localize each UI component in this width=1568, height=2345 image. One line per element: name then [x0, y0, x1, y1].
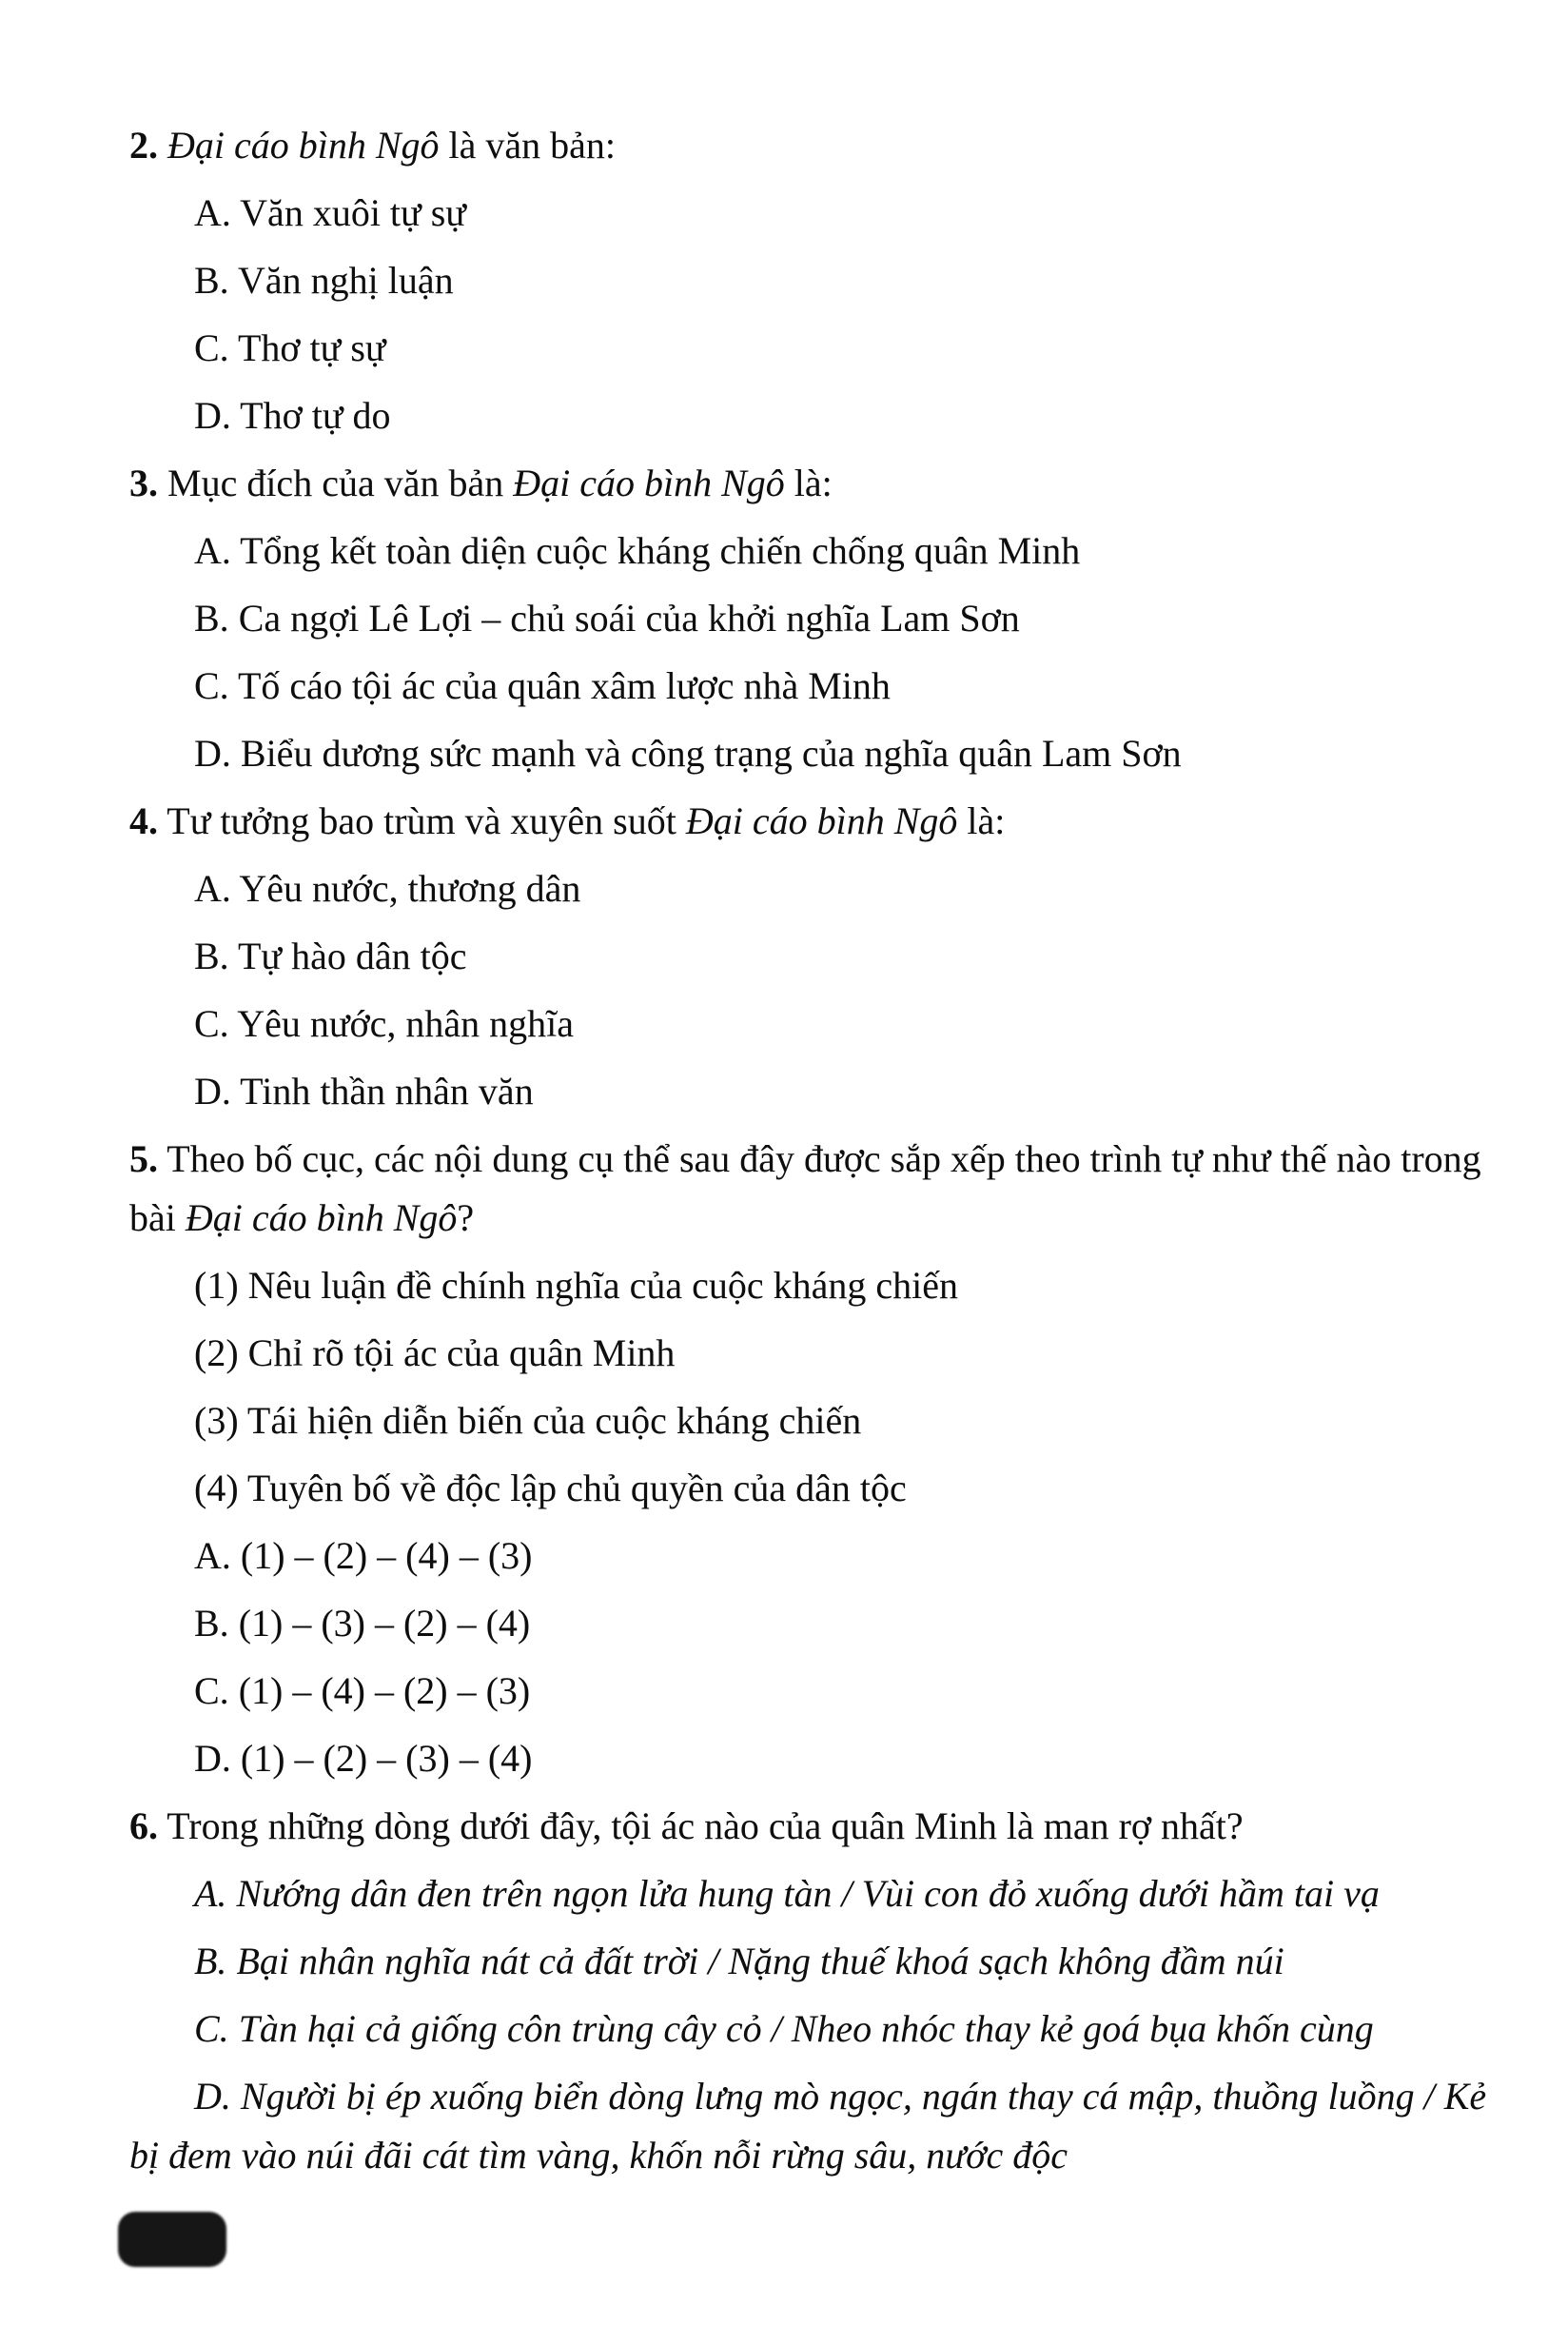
option-row	[129, 1527, 1519, 1586]
list-item-text: Tuyên bố về độc lập chủ quyền của dân tộc	[246, 1467, 907, 1509]
option-text: (1) – (4) – (2) – (3)	[238, 1669, 531, 1712]
list-item-label: (3)	[194, 1399, 239, 1442]
option-row	[129, 1062, 1519, 1121]
question-number: 4.	[129, 799, 158, 842]
option-row	[129, 1662, 1519, 1721]
list-item-text: Tái hiện diễn biến của cuộc kháng chiến	[246, 1399, 862, 1442]
option-row	[129, 184, 1519, 243]
question-text-pre	[158, 124, 167, 167]
question-text-post: ?	[457, 1196, 475, 1239]
list-item-label: (1)	[194, 1264, 239, 1307]
question-title-italic: Đại cáo bình Ngô	[513, 462, 785, 504]
option-text: Tố cáo tội ác của quân xâm lược nhà Minh	[237, 664, 891, 707]
question-number: 3.	[129, 462, 158, 504]
option-row	[129, 995, 1519, 1054]
option-row	[129, 1864, 1519, 1923]
option-text: Văn xuôi tự sự	[240, 191, 466, 234]
question-text-pre: Tư tưởng bao trùm và xuyên suốt	[158, 799, 686, 842]
list-item-row	[129, 1324, 1519, 1383]
question-text	[129, 116, 1519, 175]
option-row	[129, 2067, 1519, 2185]
option-label: B.	[194, 597, 229, 640]
option-row	[129, 657, 1519, 716]
ink-blob-scan-artifact	[118, 2212, 226, 2267]
option-text: Tự hào dân tộc	[237, 935, 467, 977]
option-label: D.	[194, 732, 231, 775]
question-block-3	[129, 454, 1519, 783]
question-text-pre: Mục đích của văn bản	[158, 462, 514, 504]
option-label: C.	[194, 1669, 229, 1712]
option-label: D.	[194, 1070, 231, 1113]
list-item-text: Nêu luận đề chính nghĩa của cuộc kháng chiến	[247, 1264, 959, 1307]
option-label: B.	[194, 935, 229, 977]
option-row	[129, 522, 1519, 581]
question-title-italic: Đại cáo bình Ngô	[685, 799, 958, 842]
question-text-post: là văn bản:	[439, 124, 617, 167]
option-label: B.	[194, 259, 229, 302]
option-label: C.	[194, 326, 229, 369]
question-text-post: là:	[957, 799, 1006, 842]
option-text: Biểu dương sức mạnh và công trạng của nghĩa quân Lam Sơn	[240, 732, 1182, 775]
option-text: Người bị ép xuống biển dòng lưng mò ngọc, ngán thay cá mập, thuồng luồng / Kẻ bị đem vào núi đãi cát tìm vàng, khốn nỗi rừng sâu, nước độc	[129, 2075, 1487, 2177]
option-text: Nướng dân đen trên ngọn lửa hung tàn / Vùi con đỏ xuống dưới hầm tai vạ	[236, 1872, 1380, 1915]
option-row	[129, 2000, 1519, 2059]
question-number: 5.	[129, 1137, 158, 1180]
list-item-row	[129, 1256, 1519, 1315]
option-text: (1) – (3) – (2) – (4)	[238, 1602, 531, 1645]
option-label: A.	[194, 191, 231, 234]
option-label: A.	[194, 529, 231, 572]
question-block-6	[129, 1797, 1519, 2185]
option-text: Ca ngợi Lê Lợi – chủ soái của khởi nghĩa Lam Sơn	[238, 597, 1020, 640]
option-text: Bại nhân nghĩa nát cả đất trời / Nặng thuế khoá sạch không đầm núi	[236, 1940, 1284, 1982]
option-row	[129, 319, 1519, 378]
question-number: 6.	[129, 1804, 158, 1847]
question-text	[129, 1130, 1519, 1248]
question-text-pre: Theo bố cục, các nội dung cụ thể sau đây được sắp xếp theo trình tự như thế nào trong bài	[129, 1137, 1481, 1239]
list-item-row	[129, 1459, 1519, 1518]
option-text: Yêu nước, nhân nghĩa	[237, 1002, 575, 1045]
question-text-pre: Trong những dòng dưới đây, tội ác nào của quân Minh là man rợ nhất?	[158, 1804, 1244, 1847]
option-label: A.	[194, 1534, 231, 1577]
question-block-2	[129, 116, 1519, 445]
option-row	[129, 1729, 1519, 1788]
question-title-italic: Đại cáo bình Ngô	[167, 124, 440, 167]
option-row	[129, 251, 1519, 310]
option-text: Thơ tự do	[240, 394, 391, 437]
option-text: (1) – (2) – (4) – (3)	[240, 1534, 533, 1577]
option-label: D.	[194, 2075, 231, 2118]
question-text	[129, 792, 1519, 851]
list-item-row	[129, 1391, 1519, 1450]
option-label: A.	[194, 867, 231, 910]
option-row	[129, 1932, 1519, 1991]
option-row	[129, 1594, 1519, 1653]
option-label: C.	[194, 1002, 229, 1045]
question-text-post: là:	[784, 462, 833, 504]
option-row	[129, 589, 1519, 648]
option-text: Yêu nước, thương dân	[239, 867, 581, 910]
option-row	[129, 927, 1519, 986]
question-number: 2.	[129, 124, 158, 167]
question-title-italic: Đại cáo bình Ngô	[185, 1196, 458, 1239]
list-item-text: Chỉ rõ tội ác của quân Minh	[247, 1331, 676, 1374]
question-text	[129, 454, 1519, 513]
option-label: C.	[194, 664, 229, 707]
option-row	[129, 724, 1519, 783]
option-text: Tổng kết toàn diện cuộc kháng chiến chống quân Minh	[240, 529, 1081, 572]
option-text: Thơ tự sự	[237, 326, 386, 369]
list-item-label: (4)	[194, 1467, 239, 1509]
option-text: Văn nghị luận	[237, 259, 454, 302]
list-item-label: (2)	[194, 1331, 239, 1374]
option-label: D.	[194, 394, 231, 437]
option-label: A.	[194, 1872, 227, 1915]
option-text: Tàn hại cả giống côn trùng cây cỏ / Nheo nhóc thay kẻ goá bụa khốn cùng	[238, 2007, 1374, 2050]
question-text	[129, 1797, 1519, 1856]
option-text: Tinh thần nhân văn	[240, 1070, 534, 1113]
question-block-4	[129, 792, 1519, 1121]
option-label: B.	[194, 1602, 229, 1645]
option-label: D.	[194, 1737, 231, 1780]
question-block-5	[129, 1130, 1519, 1788]
option-row	[129, 386, 1519, 445]
option-label: B.	[194, 1940, 227, 1982]
option-label: C.	[194, 2007, 229, 2050]
option-row	[129, 859, 1519, 918]
option-text: (1) – (2) – (3) – (4)	[240, 1737, 533, 1780]
